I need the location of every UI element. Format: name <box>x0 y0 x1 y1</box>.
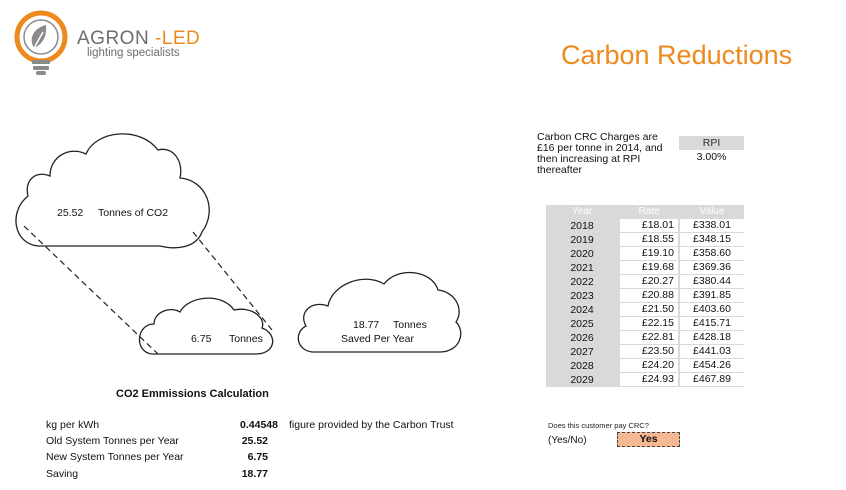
calc-value: 18.77 <box>241 468 268 480</box>
brand-tagline: lighting specialists <box>87 47 180 59</box>
table-row <box>546 373 744 387</box>
rate-cell: £22.81 <box>620 331 678 344</box>
year-cell: 2025 <box>570 318 594 330</box>
year-cell: 2027 <box>570 346 594 358</box>
old-system-cloud <box>16 134 209 248</box>
crc-question: Does this customer pay CRC? <box>548 421 649 430</box>
table-row <box>546 303 744 317</box>
year-cell: 2024 <box>570 304 594 316</box>
rate-cell: £18.55 <box>620 233 678 246</box>
value-cell: £454.26 <box>680 359 744 372</box>
year-cell: 2020 <box>570 248 594 260</box>
calc-title: CO2 Emmissions Calculation <box>116 388 269 400</box>
rate-cell: £24.20 <box>620 359 678 372</box>
rpi-header: RPI <box>679 136 744 150</box>
crc-answer-cell[interactable]: Yes <box>617 432 680 447</box>
table-row <box>546 275 744 289</box>
value-cell: £369.36 <box>680 261 744 274</box>
value-cell: £358.60 <box>680 247 744 260</box>
rate-cell: £23.50 <box>620 345 678 358</box>
calc-label: New System Tonnes per Year <box>46 451 184 463</box>
old-tonnes-value: 25.52 <box>57 207 84 219</box>
value-cell: £391.85 <box>680 289 744 302</box>
rate-cell: £18.01 <box>620 219 678 232</box>
crc-charges-note: Carbon CRC Charges are £16 per tonne in 2014, and then increasing at RPI thereafter <box>537 131 663 176</box>
year-cell: 2018 <box>570 220 594 232</box>
table-row <box>546 317 744 331</box>
rate-cell: £19.68 <box>620 261 678 274</box>
table-row <box>546 331 744 345</box>
table-row <box>546 345 744 359</box>
rate-cell: £20.27 <box>620 275 678 288</box>
year-cell: 2021 <box>570 262 594 274</box>
rpi-value: 3.00% <box>696 151 727 163</box>
carbon-trust-note: figure provided by the Carbon Trust <box>289 419 454 431</box>
table-row <box>546 261 744 275</box>
column-header-year: Year <box>571 206 593 217</box>
calc-label: kg per kWh <box>46 419 100 431</box>
table-row <box>546 359 744 373</box>
value-cell: £467.89 <box>680 373 744 386</box>
year-cell: 2023 <box>570 290 594 302</box>
table-row <box>546 289 744 303</box>
year-cell: 2029 <box>570 374 594 386</box>
table-header <box>546 205 744 219</box>
saved-tonnes-unit: Tonnes <box>393 319 427 331</box>
column-header-rate: Rate <box>638 206 660 217</box>
rate-cell: £21.50 <box>620 303 678 316</box>
calc-label: Saving <box>46 468 79 480</box>
year-cell: 2022 <box>570 276 594 288</box>
calc-row <box>46 419 286 433</box>
year-cell: 2026 <box>570 332 594 344</box>
brand-name: AGRON -LED <box>77 28 201 49</box>
value-cell: £428.18 <box>680 331 744 344</box>
value-cell: £441.03 <box>680 345 744 358</box>
year-cell: 2028 <box>570 360 594 372</box>
value-cell: £403.60 <box>680 303 744 316</box>
value-cell: £338.01 <box>680 219 744 232</box>
calc-value: 25.52 <box>241 435 268 447</box>
table-row <box>546 233 744 247</box>
table-row <box>546 219 744 233</box>
value-cell: £348.15 <box>680 233 744 246</box>
rate-cell: £24.93 <box>620 373 678 386</box>
rate-cell: £22.15 <box>620 317 678 330</box>
saved-tonnes-value: 18.77 <box>353 319 380 331</box>
rate-cell: £19.10 <box>620 247 678 260</box>
calc-row <box>46 468 286 482</box>
column-header-value: Value <box>699 206 725 217</box>
new-tonnes-label: Tonnes <box>229 333 263 345</box>
calc-row <box>46 435 286 449</box>
value-cell: £415.71 <box>680 317 744 330</box>
crc-options-label: (Yes/No) <box>548 435 587 446</box>
crc-rate-table <box>546 205 744 387</box>
calc-value: 6.75 <box>247 451 268 463</box>
year-cell: 2019 <box>570 234 594 246</box>
calc-label: Old System Tonnes per Year <box>46 435 179 447</box>
calc-value: 0.44548 <box>240 419 278 431</box>
old-tonnes-label: Tonnes of CO2 <box>98 207 169 219</box>
rate-cell: £20.88 <box>620 289 678 302</box>
value-cell: £380.44 <box>680 275 744 288</box>
new-tonnes-value: 6.75 <box>191 333 212 345</box>
table-row <box>546 247 744 261</box>
table-body <box>546 219 744 387</box>
page-title: Carbon Reductions <box>561 40 793 70</box>
saved-per-year-label: Saved Per Year <box>341 333 414 345</box>
calc-row <box>46 451 286 465</box>
